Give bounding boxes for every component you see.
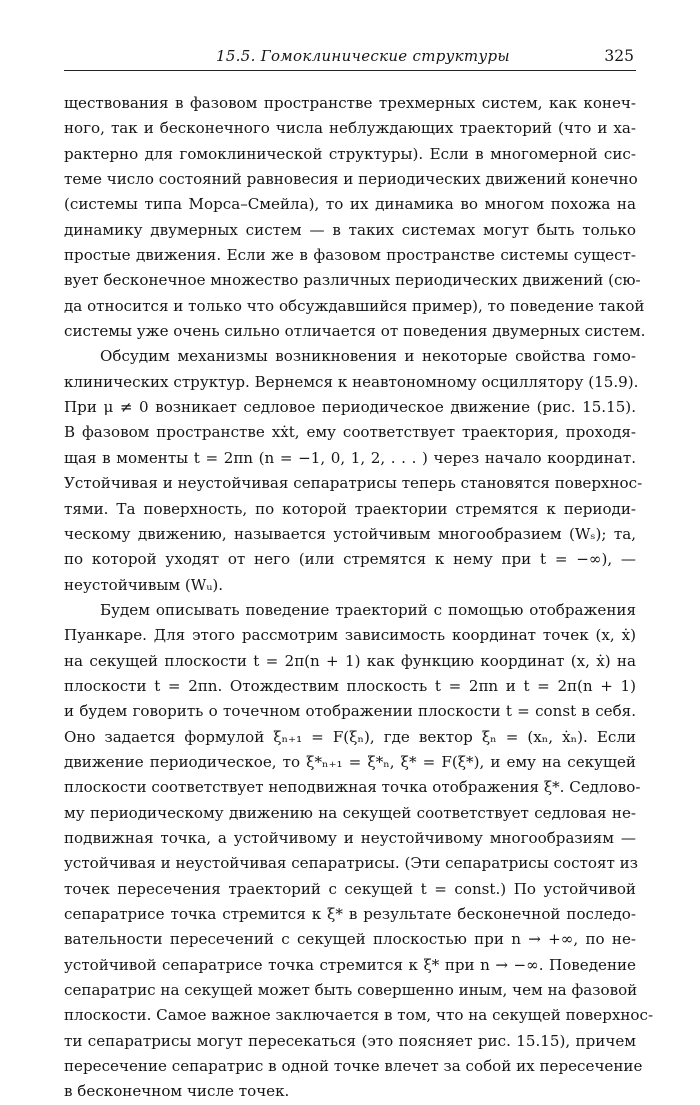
text-line: и будем говорить о точечном отображении плоскости t = const в себя. [64,702,636,721]
text-line: Обсудим механизмы возникновения и некоторые свойства гомо- [100,347,636,366]
text-line: вательности пересечений с секущей плоскостью при n → +∞, по не- [64,930,636,949]
text-line: сепаратрисе точка стремится к ξ* в результате бесконечной последо- [64,905,636,923]
text-line: неустойчивым (Wᵤ). [64,575,224,594]
text-line: му периодическому движению на секущей соответствует седловая не- [64,803,636,822]
text-line: клинических структур. Вернемся к неавтономному осциллятору (15.9). [64,372,639,391]
text-line: в бесконечном числе точек. [64,1082,290,1101]
text-line: Оно задается формулой ξₙ₊₁ = F(ξₙ), где вектор ξₙ = (xₙ, ẋₙ). Если [64,727,636,746]
text-line: движение периодическое, то ξ*ₙ₊₁ = ξ*ₙ, ξ* = F(ξ*), и ему на секущей [64,752,636,771]
text-line: плоскости t = 2πn. Отождествим плоскость t = 2πn и t = 2π(n + 1) [64,676,636,695]
text-line: плоскости соответствует неподвижная точка отображения ξ*. Седлово- [64,778,641,797]
text-line: вует бесконечное множество различных периодических движений (сю- [64,271,641,290]
text-line: В фазовом пространстве xẋt, ему соответствует траектория, проходя- [64,423,636,442]
text-line: по которой уходят от него (или стремятся к нему при t = −∞), — [64,550,636,569]
text-line: Будем описывать поведение траекторий с помощью отображения [100,600,636,619]
text-line: системы уже очень сильно отличается от поведения двумерных систем. [64,322,646,341]
text-line: на секущей плоскости t = 2π(n + 1) как функцию координат (x, ẋ) на [64,651,636,670]
text-line: При μ ≠ 0 возникает седловое периодическое движение (рис. 15.15). [64,398,636,417]
text-line: точек пересечения траекторий с секущей t = const.) По устойчивой [64,879,636,898]
text-line: ного, так и бесконечного числа неблуждающих траекторий (что и ха- [64,119,636,138]
text-line: ществования в фазовом пространстве трехмерных систем, как конеч- [64,94,636,112]
text-line: щая в моменты t = 2πn (n = −1, 0, 1, 2, . . . ) через начало координат. [64,448,636,467]
text-line: ческому движению, называется устойчивым многообразием (Wₛ); та, [64,524,636,543]
text-line: Пуанкаре. Для этого рассмотрим зависимость координат точек (x, ẋ) [64,626,636,645]
body-text [64,91,654,1105]
text-line: пересечение сепаратрис в одной точке влечет за собой их пересечение [64,1057,643,1076]
text-line: тями. Та поверхность, по которой траектории стремятся к периоди- [64,499,636,518]
page-number: 325 [604,47,634,65]
text-line: (системы типа Морса–Смейла), то их динамика во многом похожа на [64,195,636,214]
text-line: Устойчивая и неустойчивая сепаратрисы теперь становятся поверхнос- [64,474,643,493]
running-header [64,42,636,71]
text-line: динамику двумерных систем — в таких системах могут быть только [64,220,636,239]
text-line: плоскости. Самое важное заключается в том, что на секущей поверхнос- [64,1006,654,1025]
text-line: да относится и только что обсуждавшийся пример), то поведение такой [64,296,645,315]
text-line: устойчивой сепаратрисе точка стремится к ξ* при n → −∞. Поведение [64,955,636,974]
text-line: теме число состояний равновесия и периодических движений конечно [64,170,638,189]
text-line: рактерно для гомоклинической структуры). Если в многомерной сис- [64,144,636,163]
text-line: устойчивая и неустойчивая сепаратрисы. (Эти сепаратрисы состоят из [64,854,638,873]
text-line: простые движения. Если же в фазовом пространстве системы сущест- [64,246,636,265]
text-line: подвижная точка, а устойчивому и неустойчивому многообразиям — [64,828,636,847]
text-line: сепаратрис на секущей может быть совершенно иным, чем на фазовой [64,981,638,1000]
section-title: 15.5. Гомоклинические структуры [216,47,510,65]
text-line: ти сепаратрисы могут пересекаться (это поясняет рис. 15.15), причем [64,1031,636,1050]
